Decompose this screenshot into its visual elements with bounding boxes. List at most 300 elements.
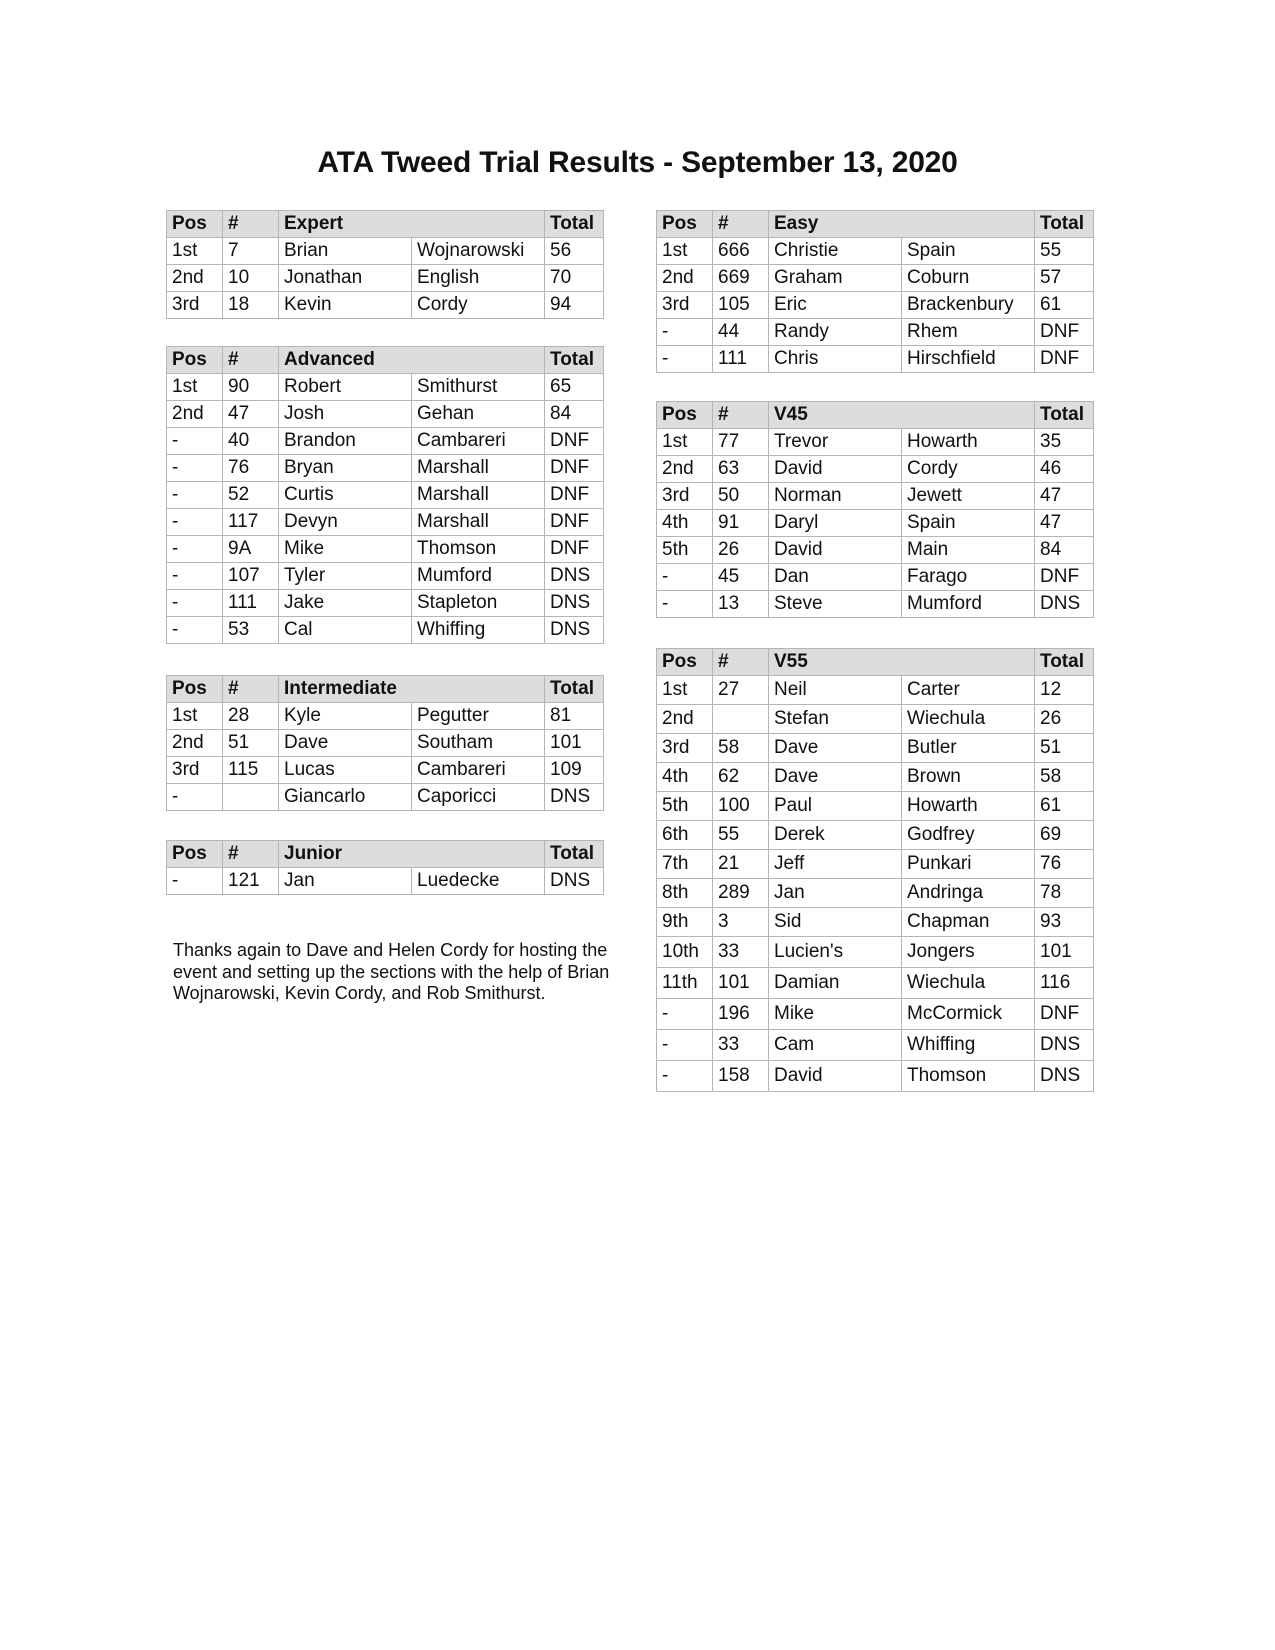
last-name-cell: Punkari	[902, 850, 1035, 879]
table-row	[657, 591, 1094, 618]
position-cell: 1st	[657, 238, 713, 265]
first-name-cell: Jake	[279, 590, 412, 617]
first-name-cell: Dave	[769, 734, 902, 763]
total-cell: 84	[1035, 537, 1094, 564]
rider-number-cell: 100	[713, 792, 769, 821]
expert-results-table	[166, 210, 604, 319]
rider-number-cell: 10	[223, 265, 279, 292]
last-name-cell: Stapleton	[412, 590, 545, 617]
position-cell: 9th	[657, 908, 713, 937]
first-name-cell: Stefan	[769, 705, 902, 734]
total-cell: 35	[1035, 429, 1094, 456]
total-cell: 47	[1035, 483, 1094, 510]
rider-number-cell: 196	[713, 999, 769, 1030]
rider-number-cell: 21	[713, 850, 769, 879]
position-cell: -	[167, 590, 223, 617]
header-row	[657, 211, 1094, 238]
table-row	[167, 482, 604, 509]
last-name-cell: Carter	[902, 676, 1035, 705]
table-row	[657, 763, 1094, 792]
total-cell: 78	[1035, 879, 1094, 908]
position-cell: 4th	[657, 510, 713, 537]
total-cell: DNF	[1035, 999, 1094, 1030]
position-cell: 2nd	[657, 456, 713, 483]
total-cell: DNS	[1035, 1061, 1094, 1092]
table-row	[657, 999, 1094, 1030]
first-name-cell: Sid	[769, 908, 902, 937]
junior-results-table	[166, 840, 604, 895]
table-row	[657, 429, 1094, 456]
rider-number-cell: 7	[223, 238, 279, 265]
position-cell: 1st	[167, 374, 223, 401]
position-cell: -	[167, 784, 223, 811]
position-cell: -	[167, 428, 223, 455]
total-cell: 61	[1035, 292, 1094, 319]
table-row	[657, 319, 1094, 346]
total-header: Total	[1035, 649, 1094, 676]
first-name-cell: Randy	[769, 319, 902, 346]
total-cell: 116	[1035, 968, 1094, 999]
first-name-cell: Kyle	[279, 703, 412, 730]
table-row	[167, 265, 604, 292]
total-cell: 61	[1035, 792, 1094, 821]
last-name-cell: Thomson	[412, 536, 545, 563]
rider-number-cell: 51	[223, 730, 279, 757]
pos-header: Pos	[657, 649, 713, 676]
first-name-cell: Devyn	[279, 509, 412, 536]
table-row	[657, 1061, 1094, 1092]
last-name-cell: Thomson	[902, 1061, 1035, 1092]
table-row	[657, 564, 1094, 591]
rider-number-cell: 45	[713, 564, 769, 591]
first-name-cell: Christie	[769, 238, 902, 265]
table-row	[167, 455, 604, 482]
rider-number-cell: 111	[223, 590, 279, 617]
rider-number-cell: 58	[713, 734, 769, 763]
rider-number-cell: 158	[713, 1061, 769, 1092]
position-cell: 2nd	[657, 705, 713, 734]
table-row	[167, 292, 604, 319]
last-name-cell: Farago	[902, 564, 1035, 591]
page-title: ATA Tweed Trial Results - September 13, 2020	[317, 146, 958, 179]
last-name-cell: Wiechula	[902, 705, 1035, 734]
total-cell: 55	[1035, 238, 1094, 265]
first-name-cell: Steve	[769, 591, 902, 618]
total-cell: 47	[1035, 510, 1094, 537]
rider-number-cell: 101	[713, 968, 769, 999]
total-cell: DNF	[1035, 346, 1094, 373]
rider-number-cell: 76	[223, 455, 279, 482]
table-row	[657, 850, 1094, 879]
position-cell: 1st	[167, 238, 223, 265]
total-header: Total	[545, 841, 604, 868]
total-cell: 70	[545, 265, 604, 292]
position-cell: 5th	[657, 792, 713, 821]
last-name-cell: Godfrey	[902, 821, 1035, 850]
rider-number-cell: 117	[223, 509, 279, 536]
total-cell: DNF	[545, 428, 604, 455]
last-name-cell: Spain	[902, 238, 1035, 265]
class-name-header: Easy	[769, 211, 1035, 238]
position-cell: -	[657, 346, 713, 373]
rider-number-cell	[713, 705, 769, 734]
total-header: Total	[1035, 211, 1094, 238]
table-row	[657, 483, 1094, 510]
total-header: Total	[545, 347, 604, 374]
rider-number-cell: 121	[223, 868, 279, 895]
total-cell: 101	[1035, 937, 1094, 968]
first-name-cell: Dan	[769, 564, 902, 591]
first-name-cell: Eric	[769, 292, 902, 319]
rider-number-cell: 53	[223, 617, 279, 644]
total-cell: DNF	[545, 536, 604, 563]
position-cell: 2nd	[167, 730, 223, 757]
table-row	[657, 879, 1094, 908]
v45-results-table	[656, 401, 1094, 618]
rider-number-cell: 33	[713, 937, 769, 968]
rider-number-cell: 62	[713, 763, 769, 792]
table-row	[657, 238, 1094, 265]
position-cell: 3rd	[657, 734, 713, 763]
first-name-cell: Mike	[769, 999, 902, 1030]
first-name-cell: Giancarlo	[279, 784, 412, 811]
first-name-cell: Dave	[279, 730, 412, 757]
last-name-cell: Chapman	[902, 908, 1035, 937]
rider-number-cell: 28	[223, 703, 279, 730]
v55-results-table	[656, 648, 1094, 1092]
rider-number-cell: 55	[713, 821, 769, 850]
last-name-cell: Andringa	[902, 879, 1035, 908]
position-cell: 2nd	[657, 265, 713, 292]
class-name-header: Expert	[279, 211, 545, 238]
table-row	[167, 509, 604, 536]
total-cell: DNF	[545, 509, 604, 536]
table-row	[657, 792, 1094, 821]
position-cell: -	[167, 536, 223, 563]
position-cell: -	[657, 1061, 713, 1092]
first-name-cell: Dave	[769, 763, 902, 792]
rider-number-cell: 27	[713, 676, 769, 705]
position-cell: 7th	[657, 850, 713, 879]
position-cell: -	[167, 868, 223, 895]
table-row	[657, 937, 1094, 968]
pos-header: Pos	[167, 211, 223, 238]
rider-number-cell: 3	[713, 908, 769, 937]
rider-number-cell: 26	[713, 537, 769, 564]
last-name-cell: Marshall	[412, 455, 545, 482]
rider-number-cell: 40	[223, 428, 279, 455]
first-name-cell: Lucas	[279, 757, 412, 784]
position-cell: 3rd	[167, 292, 223, 319]
table-row	[167, 238, 604, 265]
intermediate-results-table	[166, 675, 604, 811]
first-name-cell: Daryl	[769, 510, 902, 537]
total-header: Total	[1035, 402, 1094, 429]
first-name-cell: Jonathan	[279, 265, 412, 292]
header-row	[167, 211, 604, 238]
rider-number-cell: 90	[223, 374, 279, 401]
first-name-cell: Norman	[769, 483, 902, 510]
first-name-cell: Bryan	[279, 455, 412, 482]
pos-header: Pos	[657, 402, 713, 429]
last-name-cell: Main	[902, 537, 1035, 564]
table-row	[167, 868, 604, 895]
last-name-cell: Wiechula	[902, 968, 1035, 999]
last-name-cell: Southam	[412, 730, 545, 757]
position-cell: -	[167, 617, 223, 644]
total-cell: DNS	[1035, 1030, 1094, 1061]
table-row	[657, 537, 1094, 564]
first-name-cell: Jan	[279, 868, 412, 895]
table-row	[167, 401, 604, 428]
first-name-cell: Neil	[769, 676, 902, 705]
last-name-cell: McCormick	[902, 999, 1035, 1030]
position-cell: 6th	[657, 821, 713, 850]
last-name-cell: Pegutter	[412, 703, 545, 730]
table-row	[167, 374, 604, 401]
table-row	[657, 734, 1094, 763]
first-name-cell: Brian	[279, 238, 412, 265]
last-name-cell: Coburn	[902, 265, 1035, 292]
pos-header: Pos	[657, 211, 713, 238]
table-row	[657, 292, 1094, 319]
table-row	[657, 676, 1094, 705]
table-row	[657, 346, 1094, 373]
rider-number-cell: 33	[713, 1030, 769, 1061]
first-name-cell: Damian	[769, 968, 902, 999]
total-cell: 84	[545, 401, 604, 428]
pos-header: Pos	[167, 841, 223, 868]
position-cell: 1st	[167, 703, 223, 730]
last-name-cell: Hirschfield	[902, 346, 1035, 373]
total-cell: DNS	[545, 617, 604, 644]
first-name-cell: Josh	[279, 401, 412, 428]
last-name-cell: Wojnarowski	[412, 238, 545, 265]
class-name-header: V45	[769, 402, 1035, 429]
last-name-cell: Luedecke	[412, 868, 545, 895]
header-row	[657, 649, 1094, 676]
position-cell: -	[657, 564, 713, 591]
rider-number-cell: 13	[713, 591, 769, 618]
rider-number-cell: 47	[223, 401, 279, 428]
first-name-cell: Brandon	[279, 428, 412, 455]
position-cell: 2nd	[167, 265, 223, 292]
number-header: #	[223, 347, 279, 374]
position-cell: 5th	[657, 537, 713, 564]
total-cell: DNS	[545, 563, 604, 590]
first-name-cell: Mike	[279, 536, 412, 563]
last-name-cell: Mumford	[412, 563, 545, 590]
first-name-cell: Jan	[769, 879, 902, 908]
position-cell: -	[657, 1030, 713, 1061]
class-name-header: V55	[769, 649, 1035, 676]
number-header: #	[713, 211, 769, 238]
position-cell: -	[167, 455, 223, 482]
rider-number-cell: 50	[713, 483, 769, 510]
total-cell: 65	[545, 374, 604, 401]
pos-header: Pos	[167, 347, 223, 374]
total-cell: 94	[545, 292, 604, 319]
total-cell: DNS	[1035, 591, 1094, 618]
rider-number-cell	[223, 784, 279, 811]
total-cell: 12	[1035, 676, 1094, 705]
last-name-cell: Marshall	[412, 509, 545, 536]
position-cell: -	[657, 999, 713, 1030]
table-row	[167, 703, 604, 730]
first-name-cell: David	[769, 537, 902, 564]
position-cell: -	[167, 509, 223, 536]
last-name-cell: Whiffing	[902, 1030, 1035, 1061]
first-name-cell: Jeff	[769, 850, 902, 879]
first-name-cell: David	[769, 456, 902, 483]
total-cell: DNF	[1035, 564, 1094, 591]
last-name-cell: Smithurst	[412, 374, 545, 401]
table-row	[167, 428, 604, 455]
last-name-cell: Cordy	[902, 456, 1035, 483]
first-name-cell: Trevor	[769, 429, 902, 456]
total-cell: 76	[1035, 850, 1094, 879]
last-name-cell: Spain	[902, 510, 1035, 537]
last-name-cell: Howarth	[902, 792, 1035, 821]
thanks-note: Thanks again to Dave and Helen Cordy for hosting the event and setting up the sections with the help of Brian Wojnarowski, Kevin Cordy, and Rob Smithurst.	[173, 940, 610, 1003]
last-name-cell: English	[412, 265, 545, 292]
last-name-cell: Jewett	[902, 483, 1035, 510]
first-name-cell: Cam	[769, 1030, 902, 1061]
first-name-cell: Paul	[769, 792, 902, 821]
position-cell: 2nd	[167, 401, 223, 428]
position-cell: -	[657, 591, 713, 618]
rider-number-cell: 18	[223, 292, 279, 319]
table-row	[657, 908, 1094, 937]
total-cell: 69	[1035, 821, 1094, 850]
first-name-cell: Derek	[769, 821, 902, 850]
total-cell: DNS	[545, 784, 604, 811]
total-header: Total	[545, 211, 604, 238]
position-cell: 10th	[657, 937, 713, 968]
total-cell: 46	[1035, 456, 1094, 483]
last-name-cell: Mumford	[902, 591, 1035, 618]
table-row	[167, 730, 604, 757]
easy-results-table	[656, 210, 1094, 373]
position-cell: 8th	[657, 879, 713, 908]
table-row	[167, 563, 604, 590]
total-cell: 109	[545, 757, 604, 784]
position-cell: 3rd	[167, 757, 223, 784]
class-name-header: Intermediate	[279, 676, 545, 703]
rider-number-cell: 115	[223, 757, 279, 784]
last-name-cell: Howarth	[902, 429, 1035, 456]
total-cell: DNS	[545, 868, 604, 895]
last-name-cell: Butler	[902, 734, 1035, 763]
table-row	[167, 757, 604, 784]
last-name-cell: Caporicci	[412, 784, 545, 811]
total-cell: 51	[1035, 734, 1094, 763]
table-row	[167, 784, 604, 811]
table-row	[657, 821, 1094, 850]
last-name-cell: Rhem	[902, 319, 1035, 346]
first-name-cell: Cal	[279, 617, 412, 644]
first-name-cell: Lucien's	[769, 937, 902, 968]
rider-number-cell: 669	[713, 265, 769, 292]
table-row	[167, 590, 604, 617]
first-name-cell: Chris	[769, 346, 902, 373]
header-row	[167, 676, 604, 703]
position-cell: 11th	[657, 968, 713, 999]
advanced-results-table	[166, 346, 604, 644]
class-name-header: Junior	[279, 841, 545, 868]
last-name-cell: Brown	[902, 763, 1035, 792]
total-header: Total	[545, 676, 604, 703]
last-name-cell: Jongers	[902, 937, 1035, 968]
table-row	[167, 617, 604, 644]
rider-number-cell: 107	[223, 563, 279, 590]
pos-header: Pos	[167, 676, 223, 703]
first-name-cell: David	[769, 1061, 902, 1092]
position-cell: -	[657, 319, 713, 346]
last-name-cell: Gehan	[412, 401, 545, 428]
rider-number-cell: 44	[713, 319, 769, 346]
total-cell: DNF	[1035, 319, 1094, 346]
number-header: #	[223, 841, 279, 868]
total-cell: DNF	[545, 455, 604, 482]
rider-number-cell: 666	[713, 238, 769, 265]
total-cell: 93	[1035, 908, 1094, 937]
total-cell: 81	[545, 703, 604, 730]
total-cell: 56	[545, 238, 604, 265]
number-header: #	[713, 649, 769, 676]
rider-number-cell: 91	[713, 510, 769, 537]
total-cell: 26	[1035, 705, 1094, 734]
rider-number-cell: 289	[713, 879, 769, 908]
position-cell: 3rd	[657, 483, 713, 510]
position-cell: 3rd	[657, 292, 713, 319]
total-cell: 57	[1035, 265, 1094, 292]
rider-number-cell: 52	[223, 482, 279, 509]
last-name-cell: Brackenbury	[902, 292, 1035, 319]
table-row	[657, 1030, 1094, 1061]
first-name-cell: Kevin	[279, 292, 412, 319]
first-name-cell: Curtis	[279, 482, 412, 509]
total-cell: DNS	[545, 590, 604, 617]
total-cell: 58	[1035, 763, 1094, 792]
number-header: #	[223, 676, 279, 703]
table-row	[657, 510, 1094, 537]
last-name-cell: Cambareri	[412, 428, 545, 455]
last-name-cell: Marshall	[412, 482, 545, 509]
last-name-cell: Cambareri	[412, 757, 545, 784]
total-cell: 101	[545, 730, 604, 757]
header-row	[167, 841, 604, 868]
rider-number-cell: 63	[713, 456, 769, 483]
table-row	[657, 705, 1094, 734]
table-row	[657, 456, 1094, 483]
position-cell: -	[167, 482, 223, 509]
first-name-cell: Tyler	[279, 563, 412, 590]
header-row	[657, 402, 1094, 429]
position-cell: 1st	[657, 429, 713, 456]
number-header: #	[223, 211, 279, 238]
total-cell: DNF	[545, 482, 604, 509]
rider-number-cell: 105	[713, 292, 769, 319]
table-row	[167, 536, 604, 563]
position-cell: -	[167, 563, 223, 590]
table-row	[657, 265, 1094, 292]
rider-number-cell: 111	[713, 346, 769, 373]
number-header: #	[713, 402, 769, 429]
position-cell: 4th	[657, 763, 713, 792]
last-name-cell: Whiffing	[412, 617, 545, 644]
first-name-cell: Robert	[279, 374, 412, 401]
